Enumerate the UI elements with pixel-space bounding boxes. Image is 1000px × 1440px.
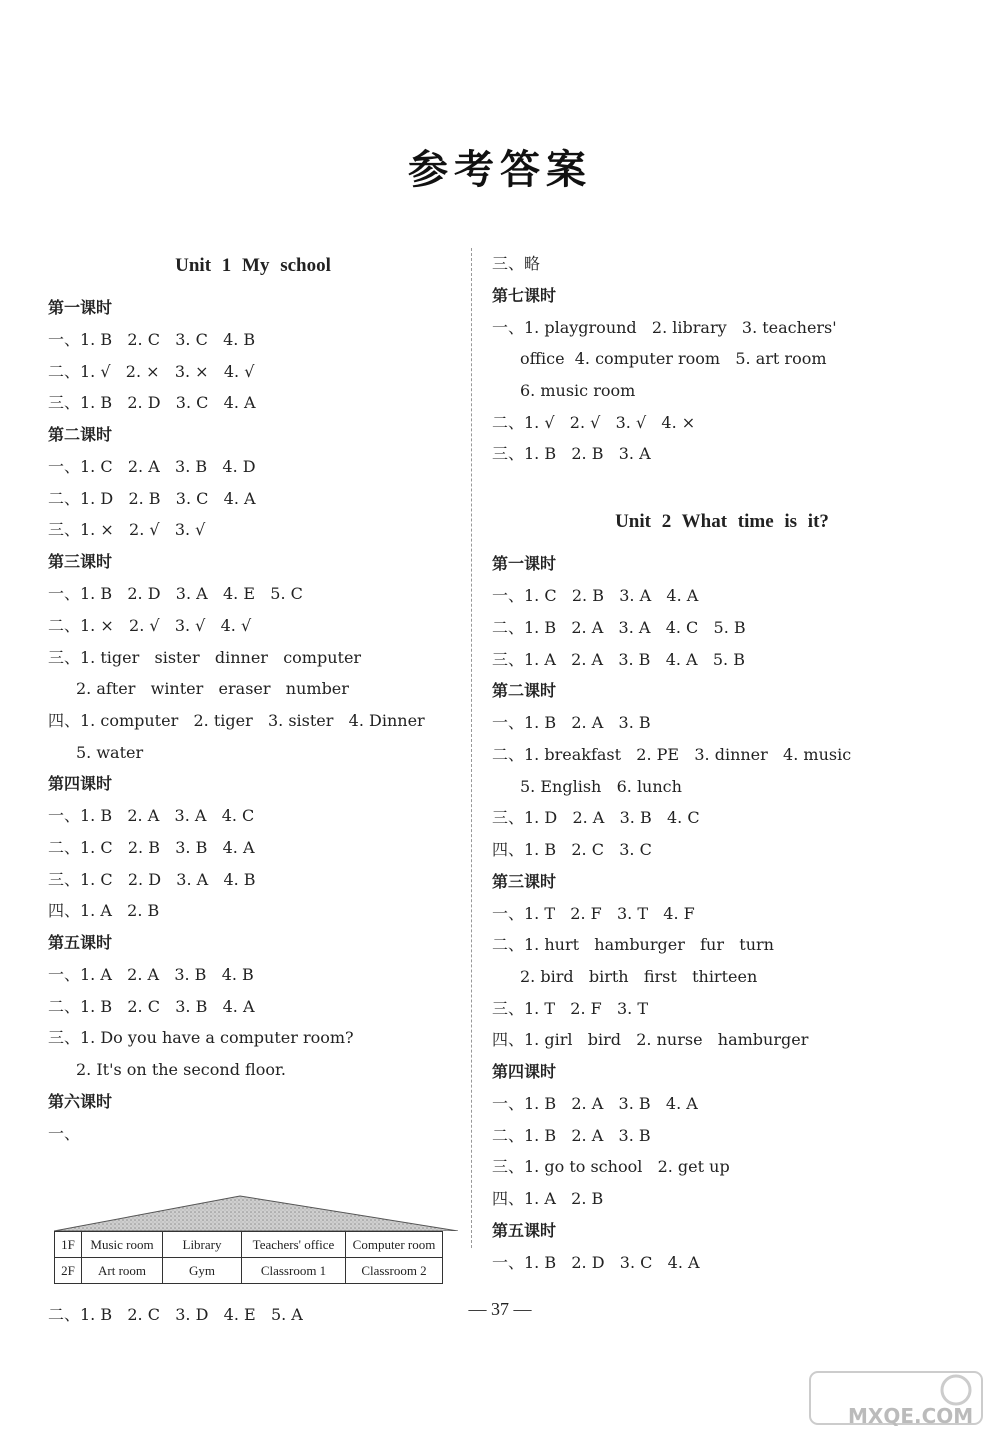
- answer-line: 一、1. B 2. A 3. B 4. A: [492, 1094, 698, 1114]
- unit-title: Unit 2 What time is it?: [615, 511, 829, 533]
- lesson-title: 第五课时: [492, 1220, 557, 1240]
- lesson-title: 第四课时: [492, 1062, 557, 1082]
- answer-line: 一、1. B 2. C 3. C 4. B: [48, 330, 256, 349]
- answer-line: 2. bird birth first thirteen: [520, 967, 758, 986]
- answer-line: 二、1. D 2. B 3. C 4. A: [48, 488, 256, 508]
- answer-line: 二、1. × 2. √ 3. √ 4. √: [48, 615, 252, 635]
- floor-row: [55, 1258, 443, 1284]
- answer-line: 三、1. × 2. √ 3. √: [48, 520, 206, 540]
- lesson-title: 第三课时: [492, 871, 557, 891]
- answer-line: 三、1. C 2. D 3. A 4. B: [48, 869, 256, 889]
- answer-line: 一、1. B 2. A 3. B: [492, 713, 651, 733]
- answer-line: 四、1. A 2. B: [48, 901, 160, 921]
- room-cell: Gym: [163, 1258, 242, 1284]
- answer-line: 四、1. computer 2. tiger 3. sister 4. Dinner: [48, 710, 425, 730]
- floor-room-table: [54, 1231, 443, 1284]
- floor-label: 1F: [55, 1232, 82, 1258]
- left-answer-column: [48, 248, 458, 1331]
- answer-line: 5. English 6. lunch: [520, 776, 682, 796]
- page-title: 参考答案: [408, 147, 592, 193]
- lesson-title: 第二课时: [48, 425, 113, 445]
- floor-label: 2F: [55, 1258, 82, 1284]
- room-cell: Art room: [82, 1258, 163, 1284]
- answer-line: 二、1. √ 2. × 3. × 4. √: [48, 361, 255, 381]
- answer-line: 三、1. A 2. A 3. B 4. A 5. B: [492, 649, 745, 669]
- answer-line: 一、1. B 2. A 3. A 4. C: [48, 806, 255, 826]
- answer-line: 一、1. C 2. B 3. A 4. A: [492, 586, 699, 606]
- answer-line: 三、1. T 2. F 3. T: [492, 998, 649, 1018]
- answer-line: 2. after winter eraser number: [76, 679, 349, 699]
- page-number: — 37 —: [468, 1299, 532, 1319]
- answer-line: 四、1. B 2. C 3. C: [492, 839, 652, 859]
- answer-line: 四、1. girl bird 2. nurse hamburger: [492, 1030, 809, 1050]
- answer-line: 二、1. B 2. C 3. D 4. E 5. A: [48, 1305, 303, 1325]
- school-roof-icon: [54, 1195, 458, 1231]
- answer-line: 三、1. go to school 2. get up: [492, 1157, 730, 1177]
- answer-line: 四、1. A 2. B: [492, 1189, 604, 1209]
- lesson-title: 第四课时: [48, 774, 113, 794]
- answer-line: 一、1. A 2. A 3. B 4. B: [48, 965, 254, 984]
- answer-line: 三、1. D 2. A 3. B 4. C: [492, 808, 700, 828]
- column-divider: [471, 248, 473, 1248]
- answer-line: 2. It's on the second floor.: [76, 1060, 286, 1080]
- answer-line: 三、1. Do you have a computer room?: [48, 1028, 354, 1048]
- answer-line: 二、1. B 2. C 3. B 4. A: [48, 996, 255, 1016]
- answer-line: 一、: [48, 1123, 81, 1143]
- answer-line: 三、略: [492, 254, 541, 273]
- room-cell: Teachers' office: [242, 1232, 346, 1258]
- lesson-title: 第三课时: [48, 552, 113, 572]
- answer-line: 二、1. B 2. A 3. B: [492, 1125, 651, 1145]
- answer-line: 一、1. T 2. F 3. T 4. F: [492, 903, 695, 923]
- answer-line: 一、1. B 2. D 3. C 4. A: [492, 1252, 700, 1272]
- answer-line: 二、1. C 2. B 3. B 4. A: [48, 837, 255, 857]
- answer-line: 二、1. hurt hamburger fur turn: [492, 935, 774, 955]
- answer-line: 三、1. B 2. D 3. C 4. A: [48, 393, 256, 413]
- spacer: [492, 470, 952, 504]
- lesson-title: 第二课时: [492, 681, 557, 701]
- lesson-title: 第五课时: [48, 933, 113, 952]
- answer-line: 一、1. C 2. A 3. B 4. D: [48, 457, 256, 477]
- room-cell: Classroom 1: [242, 1258, 346, 1284]
- answer-line: 三、1. B 2. B 3. A: [492, 444, 651, 464]
- answer-line: 一、1. playground 2. library 3. teachers': [492, 317, 837, 337]
- lesson-title: 第一课时: [492, 554, 557, 574]
- right-answer-column: [492, 248, 952, 1279]
- unit-title: Unit 1 My school: [175, 255, 331, 276]
- lesson-title: 第七课时: [492, 285, 557, 305]
- lesson-title: 第一课时: [48, 298, 113, 317]
- answer-line: 一、1. B 2. D 3. A 4. E 5. C: [48, 584, 303, 604]
- room-cell: Library: [163, 1232, 242, 1258]
- answer-line: 三、1. tiger sister dinner computer: [48, 647, 362, 667]
- answer-line: office 4. computer room 5. art room: [520, 349, 827, 369]
- answer-line: 5. water: [76, 742, 144, 762]
- room-cell: Music room: [82, 1232, 163, 1258]
- answer-line: 二、1. √ 2. √ 3. √ 4. ×: [492, 412, 696, 432]
- answer-line: 二、1. breakfast 2. PE 3. dinner 4. music: [492, 744, 852, 764]
- answer-line: 6. music room: [520, 381, 636, 401]
- lesson-title: 第六课时: [48, 1091, 113, 1111]
- room-cell: Classroom 2: [346, 1258, 443, 1284]
- floor-row: [55, 1232, 443, 1258]
- room-cell: Computer room: [346, 1232, 443, 1258]
- answer-line: 二、1. B 2. A 3. A 4. C 5. B: [492, 617, 746, 637]
- watermark-text: MXQE.COM: [848, 1404, 974, 1428]
- school-floor-picture: [48, 1149, 458, 1299]
